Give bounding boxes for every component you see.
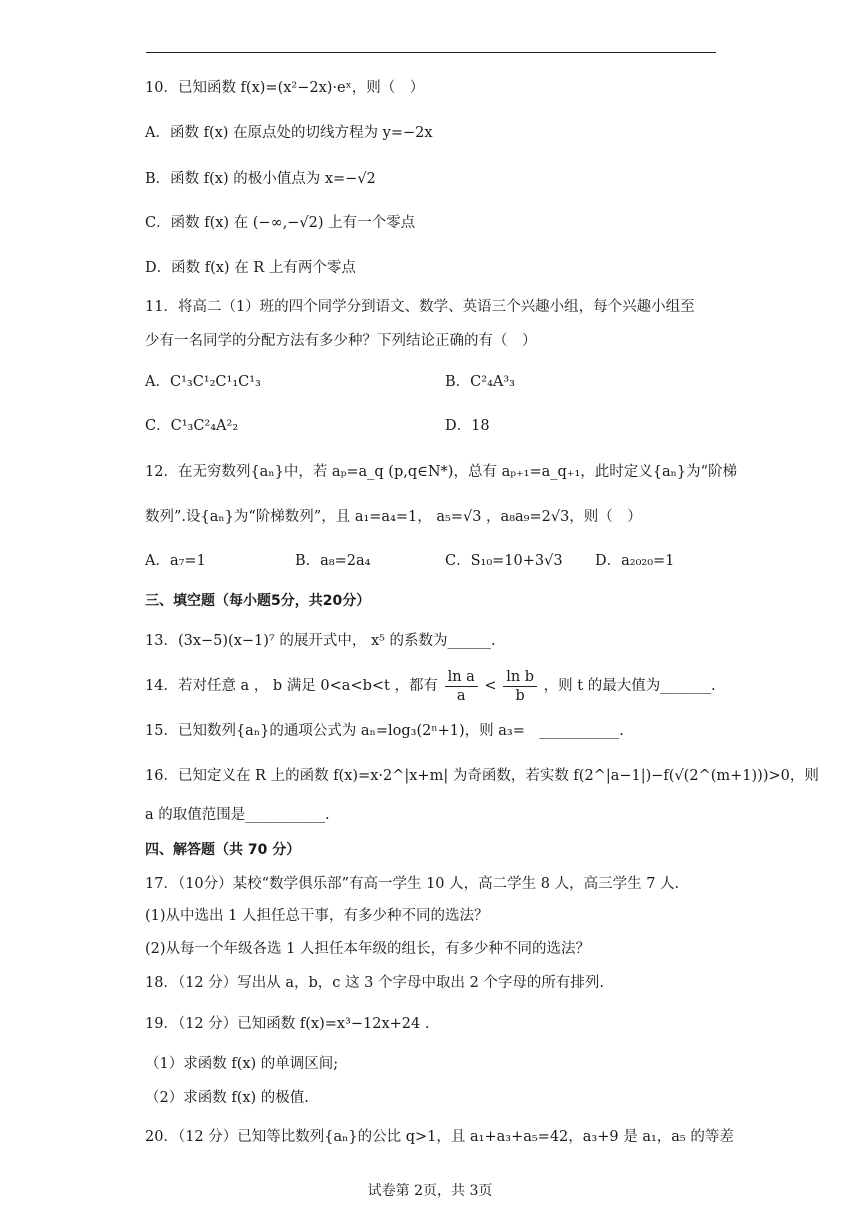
q19-stem: 19．（12 分）已知函数 f(x)=x³−12x+24 .	[145, 1016, 430, 1032]
q16-line1: 16．已知定义在 R 上的函数 f(x)=x·2^|x+m| 为奇函数，若实数 f(2^|a−1|)−f(√(2^(m+1)))>0，则	[145, 768, 819, 784]
section-fill-in-heading: 三、填空题（每小题5分，共20分）	[145, 593, 371, 609]
q15: 15．已知数列{aₙ}的通项公式为 aₙ=log₃(2ⁿ+1)，则 a₃= ___________.	[145, 723, 624, 739]
q14-fraction-a-num: ln a	[445, 668, 478, 687]
q12-option-d: D．a₂₀₂₀=1	[595, 553, 675, 569]
section-answer-heading: 四、解答题（共 70 分）	[145, 842, 301, 858]
q10-option-d: D．函数 f(x) 在 R 上有两个零点	[145, 260, 356, 276]
q16-line2: a 的取值范围是___________.	[145, 807, 330, 823]
q12-stem-line1: 12．在无穷数列{aₙ}中，若 aₚ=a_q (p,q∈N*)，总有 aₚ₊₁=a_q₊₁，此时定义{aₙ}为“阶梯	[145, 464, 738, 480]
header-rule	[146, 52, 716, 53]
q10-option-c: C．函数 f(x) 在 (−∞,−√2) 上有一个零点	[145, 215, 416, 231]
q11-option-c: C．C¹₃C²₄A²₂	[145, 418, 239, 434]
q17-part1: (1)从中选出 1 人担任总干事，有多少种不同的选法？	[145, 908, 489, 924]
q13: 13．(3x−5)(x−1)⁷ 的展开式中， x⁵ 的系数为______.	[145, 633, 496, 649]
q12-option-b: B．a₈=2a₄	[295, 553, 371, 569]
q18: 18．（12 分）写出从 a，b，c 这 3 个字母中取出 2 个字母的所有排列.	[145, 975, 605, 991]
q10-stem: 10．已知函数 f(x)=(x²−2x)·eˣ，则（ ）	[145, 80, 425, 96]
q11-option-d: D．18	[445, 418, 490, 434]
q14-pre: 14．若对任意 a ， b 满足 0<a<b<t ，都有	[145, 678, 438, 694]
q17-part2: (2)从每一个年级各选 1 人担任本年级的组长，有多少种不同的选法？	[145, 941, 590, 957]
q11-stem-line2: 少有一名同学的分配方法有多少种？下列结论正确的有（ ）	[145, 333, 537, 349]
page-footer: 试卷第 2页，共 3页	[367, 1183, 493, 1199]
q14-fraction-b-den: b	[515, 687, 525, 704]
q14-post: ，则 t 的最大值为_______.	[543, 678, 716, 694]
q14-fraction-b-num: ln b	[503, 668, 537, 687]
q19-part2: （2）求函数 f(x) 的极值.	[145, 1090, 309, 1106]
q14	[145, 667, 716, 705]
q11-stem-line1: 11．将高二（1）班的四个同学分到语文、数学、英语三个兴趣小组，每个兴趣小组至	[145, 299, 695, 315]
q14-lt: <	[484, 678, 497, 694]
q10-option-b: B．函数 f(x) 的极小值点为 x=−√2	[145, 171, 376, 187]
q12-option-a: A．a₇=1	[145, 553, 206, 569]
q12-option-c: C．S₁₀=10+3√3	[445, 553, 563, 569]
q20-stem: 20．（12 分）已知等比数列{aₙ}的公比 q>1，且 a₁+a₃+a₅=42，a₃+9 是 a₁，a₅ 的等差	[145, 1129, 734, 1145]
q10-option-a: A．函数 f(x) 在原点处的切线方程为 y=−2x	[145, 125, 433, 141]
q14-fraction-b	[503, 668, 537, 705]
q11-option-b: B．C²₄A³₃	[445, 374, 515, 390]
q14-fraction-a	[445, 668, 478, 705]
q17-stem: 17．（10分）某校“数学俱乐部”有高一学生 10 人，高二学生 8 人，高三学生 7 人.	[145, 876, 680, 892]
q19-part1: （1）求函数 f(x) 的单调区间;	[145, 1056, 339, 1072]
q11-option-a: A．C¹₃C¹₂C¹₁C¹₃	[145, 374, 261, 390]
q14-fraction-a-den: a	[456, 687, 466, 704]
q12-stem-line2: 数列”.设{aₙ}为“阶梯数列”，且 a₁=a₄=1， a₅=√3 ，a₈a₉=2√3，则（ ）	[145, 509, 642, 525]
